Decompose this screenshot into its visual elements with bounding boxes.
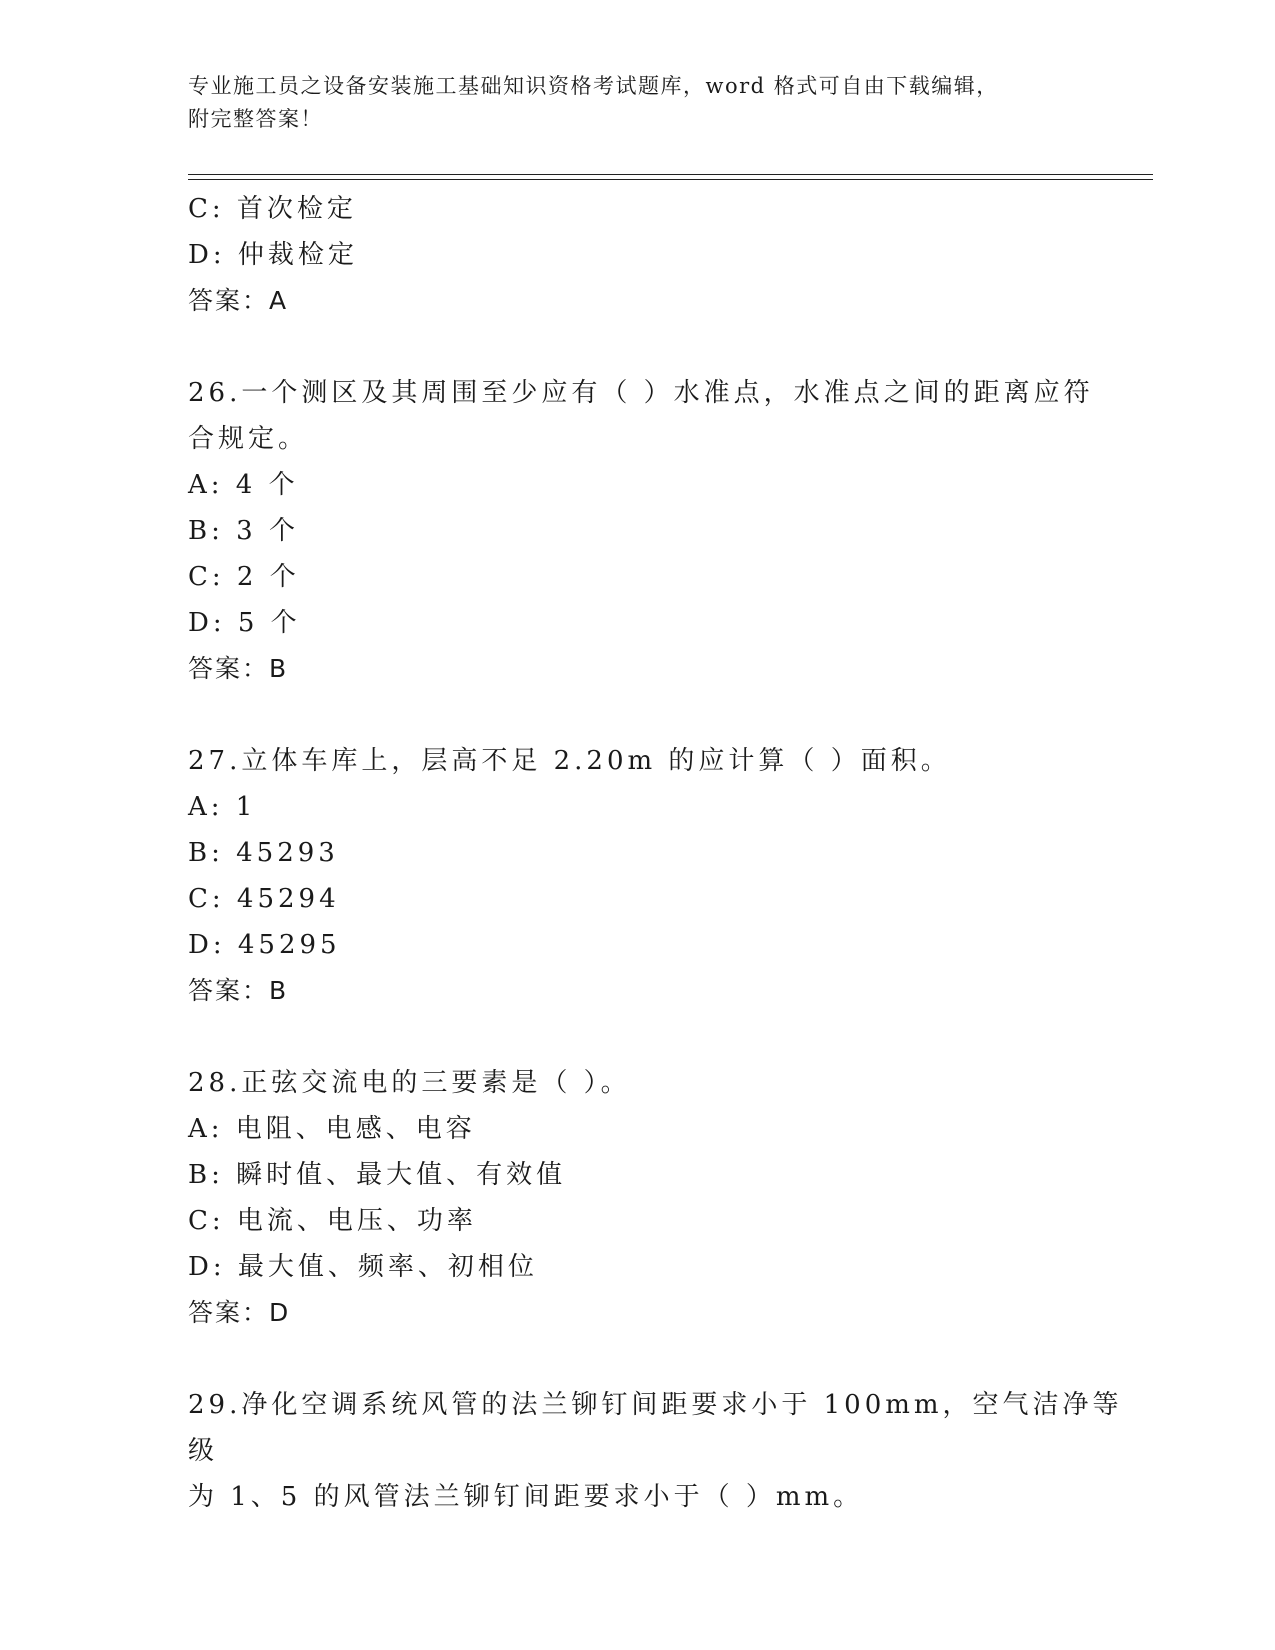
question-26 bbox=[188, 370, 1148, 692]
option-line: C: 电流、电压、功率 bbox=[188, 1206, 477, 1236]
spacer bbox=[188, 324, 1148, 370]
question-stem: 29.净化空调系统风管的法兰铆钉间距要求小于 100mm，空气洁净等级 bbox=[188, 1390, 1123, 1466]
option-line: C: 45294 bbox=[188, 884, 340, 914]
header-line-2: 附完整答案！ bbox=[188, 107, 323, 131]
header-line-1: 专业施工员之设备安装施工基础知识资格考试题库，word 格式可自由下载编辑， bbox=[188, 74, 999, 98]
option-line: C: 首次检定 bbox=[188, 194, 357, 224]
question-stem: 28.正弦交流电的三要素是（ ）。 bbox=[188, 1068, 631, 1098]
document-page bbox=[188, 70, 1148, 1520]
option-line: D: 5 个 bbox=[188, 608, 301, 638]
question-stem: 26.一个测区及其周围至少应有（ ）水准点，水准点之间的距离应符 bbox=[188, 378, 1094, 408]
option-line: C: 2 个 bbox=[188, 562, 300, 592]
question-stem: 27.立体车库上，层高不足 2.20m 的应计算（ ）面积。 bbox=[188, 746, 951, 776]
document-body bbox=[188, 186, 1148, 1520]
question-stem: 合规定。 bbox=[188, 424, 309, 454]
answer-line: 答案：A bbox=[188, 286, 289, 315]
answer-line: 答案：B bbox=[188, 654, 289, 683]
answer-line: 答案：B bbox=[188, 976, 289, 1005]
option-line: B: 45293 bbox=[188, 838, 339, 868]
spacer bbox=[188, 1014, 1148, 1060]
option-line: D: 最大值、频率、初相位 bbox=[188, 1252, 538, 1282]
spacer bbox=[188, 1336, 1148, 1382]
previous-question-tail bbox=[188, 186, 1148, 324]
option-line: A: 4 个 bbox=[188, 470, 299, 500]
option-line: D: 45295 bbox=[188, 930, 341, 960]
answer-line: 答案：D bbox=[188, 1298, 291, 1327]
spacer bbox=[188, 692, 1148, 738]
option-line: B: 3 个 bbox=[188, 516, 299, 546]
question-29 bbox=[188, 1382, 1148, 1520]
question-28 bbox=[188, 1060, 1148, 1336]
option-line: A: 电阻、电感、电容 bbox=[188, 1114, 476, 1144]
header-divider bbox=[188, 174, 1153, 180]
option-line: B: 瞬时值、最大值、有效值 bbox=[188, 1160, 567, 1190]
option-line: D: 仲裁检定 bbox=[188, 240, 358, 270]
question-27 bbox=[188, 738, 1148, 1014]
question-stem: 为 1、5 的风管法兰铆钉间距要求小于（ ）mm。 bbox=[188, 1482, 864, 1512]
option-line: A: 1 bbox=[188, 792, 257, 822]
